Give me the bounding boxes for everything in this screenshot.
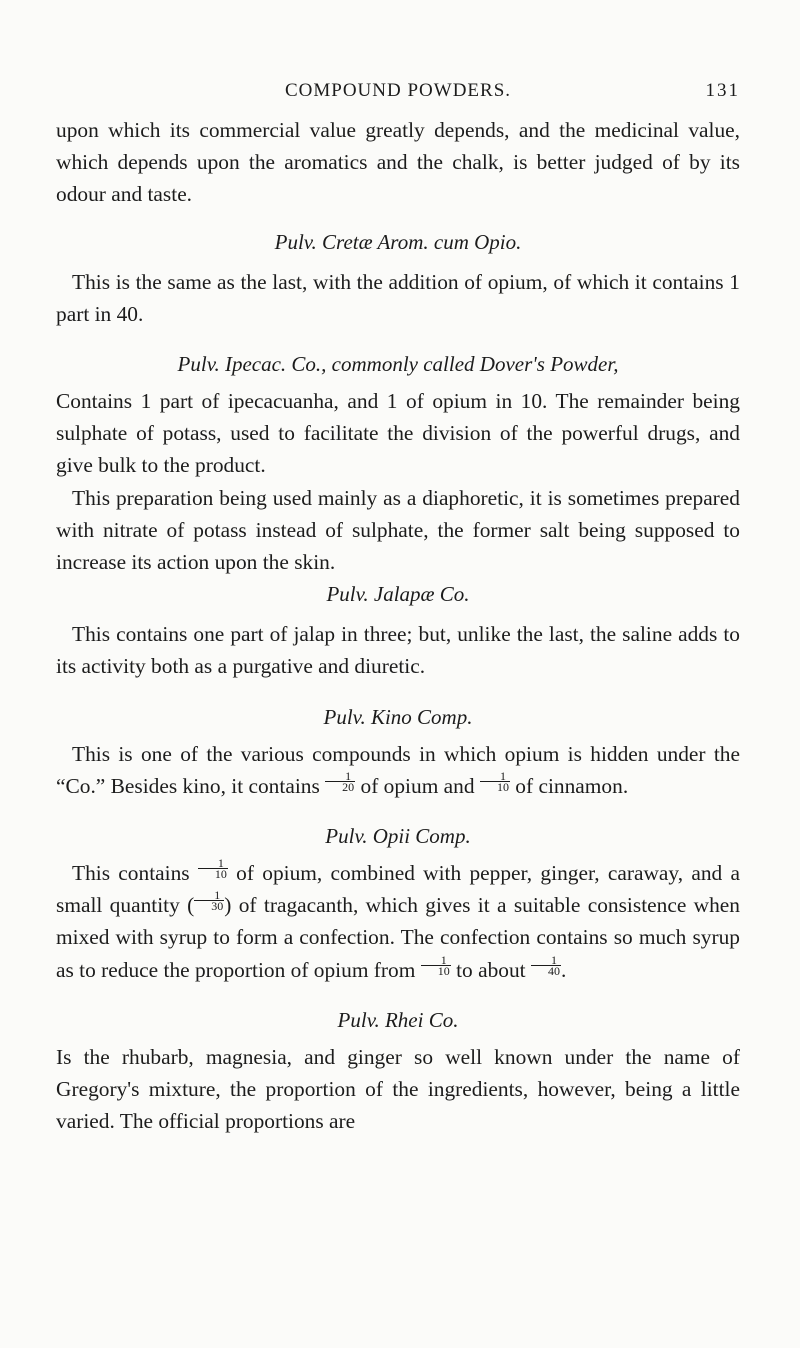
fraction-numerator: 1 bbox=[421, 955, 451, 966]
fraction-denominator: 10 bbox=[496, 779, 509, 794]
kino-text-b: of opium and bbox=[360, 773, 475, 798]
opii-text-c: ) of tragacanth, which gives it a suitable consistence when mixed with syrup to form a confection. The confection contains so much syrup as to reduce the proportion of opium from bbox=[56, 893, 740, 982]
fraction-numerator: 1 bbox=[194, 890, 224, 901]
fraction-one-tenth bbox=[480, 768, 510, 794]
heading-pulv-cretae: Pulv. Cretæ Arom. cum Opio. bbox=[274, 229, 522, 254]
opii-text-d: to about bbox=[456, 957, 526, 982]
fraction-numerator: 1 bbox=[325, 771, 355, 782]
fraction-numerator: 1 bbox=[531, 955, 561, 966]
fraction-denominator: 10 bbox=[437, 963, 450, 978]
heading-pulv-ipecac: Pulv. Ipecac. Co., commonly called Dover's Powder, bbox=[177, 352, 619, 377]
heading-pulv-rhei: Pulv. Rhei Co. bbox=[337, 1007, 459, 1032]
heading-pulv-kino: Pulv. Kino Comp. bbox=[323, 704, 473, 729]
paragraph-ipecac-2: This preparation being used mainly as a diaphoretic, it is sometimes prepared with nitrate of potass instead of sulphate, the former salt being supposed to increase its action upon the skin. bbox=[56, 485, 740, 575]
paragraph-cretae: This is the same as the last, with the addition of opium, of which it contains 1 part in 40. bbox=[56, 269, 740, 326]
opii-text-a: This contains bbox=[72, 861, 190, 886]
kino-text-c: of cinnamon. bbox=[515, 773, 629, 798]
page-number: 131 bbox=[705, 80, 740, 101]
fraction-one-twentieth bbox=[325, 768, 355, 794]
fraction-numerator: 1 bbox=[480, 771, 510, 782]
paragraph-kino bbox=[56, 738, 740, 802]
opii-text-b: of opium, combined with pepper, ginger, caraway, and a small quantity ( bbox=[56, 861, 740, 918]
paragraph-ipecac-1: Contains 1 part of ipecacuanha, and 1 of opium in 10. The remainder being sulphate of potass, used to facilitate the division of the powerful drugs, and give bulk to the product. bbox=[56, 389, 740, 478]
fraction-one-fortieth bbox=[531, 952, 561, 978]
fraction-denominator: 30 bbox=[211, 899, 224, 914]
paragraph-opii bbox=[56, 857, 740, 986]
kino-text-a: This is one of the various compounds in which opium is hidden under the “Co.” Besides kino, it contains bbox=[56, 741, 740, 798]
heading-pulv-opii: Pulv. Opii Comp. bbox=[325, 824, 471, 849]
running-header bbox=[56, 80, 740, 114]
fraction-one-thirtieth bbox=[194, 888, 224, 914]
fraction-denominator: 20 bbox=[342, 779, 355, 794]
opii-text-e: . bbox=[560, 957, 567, 982]
fraction-denominator: 40 bbox=[547, 963, 560, 978]
paragraph-jalapae: This contains one part of jalap in three; but, unlike the last, the saline adds to its activity both as a purgative and diuretic. bbox=[56, 622, 740, 679]
fraction-denominator: 10 bbox=[214, 867, 227, 882]
header-title: COMPOUND POWDERS. bbox=[284, 80, 512, 101]
fraction-one-tenth bbox=[421, 952, 451, 978]
page bbox=[56, 80, 740, 1137]
fraction-one-tenth bbox=[198, 856, 228, 882]
paragraph-continued: upon which its commercial value greatly depends, and the medicinal value, which depends upon the aromatics and the chalk, is better judged of by its odour and taste. bbox=[56, 118, 740, 207]
paragraph-rhei: Is the rhubarb, magnesia, and ginger so well known under the name of Gregory's mixture, the proportion of the ingredients, however, being a little varied. The official proportions are bbox=[56, 1044, 740, 1134]
fraction-numerator: 1 bbox=[198, 858, 228, 869]
heading-pulv-jalapae: Pulv. Jalapæ Co. bbox=[326, 582, 470, 607]
